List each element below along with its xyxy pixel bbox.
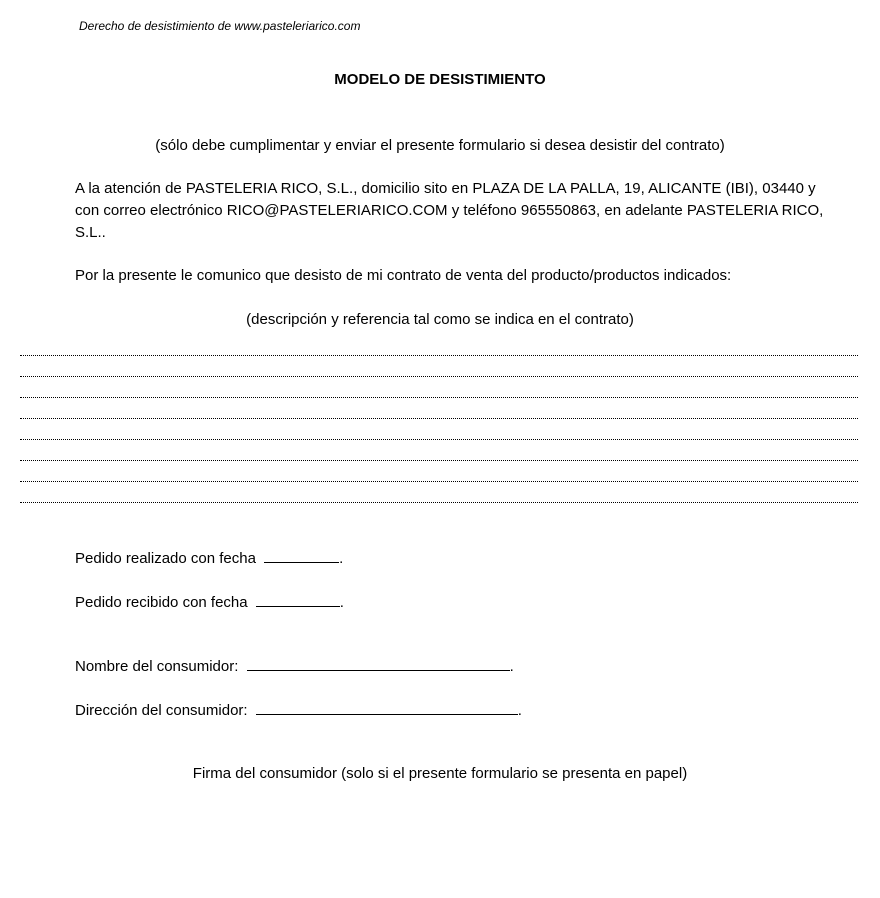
signature-area[interactable]: [75, 800, 805, 880]
product-description-line[interactable]: [20, 398, 858, 419]
consumer-name-terminator: .: [509, 658, 514, 675]
withdrawal-statement: Por la presente le comunico que desisto de mi contrato de venta del producto/productos indicados:: [75, 267, 732, 284]
instructions-text: (sólo debe cumplimentar y enviar el presente formulario si desea desistir del contrato): [155, 137, 725, 154]
consumer-name-label: Nombre del consumidor:: [75, 658, 239, 675]
header-note: Derecho de desistimiento de www.pasteleriarico.com: [79, 19, 361, 33]
recipient-paragraph: A la atención de PASTELERIA RICO, S.L., domicilio sito en PLAZA DE LA PALLA, 19, ALICANTE (IBI), 03440 y con correo electrónico RICO@PASTELERIARICO.COM y teléfono 965550863, en adelante PASTELERIA RICO, S.L..: [75, 180, 824, 241]
order-date-terminator: .: [339, 550, 344, 567]
received-date-terminator: .: [339, 594, 344, 611]
received-date-label: Pedido recibido con fecha: [75, 594, 248, 611]
product-description-line[interactable]: [20, 377, 858, 398]
order-date-field: [75, 548, 343, 567]
consumer-address-field: [75, 700, 522, 719]
description-hint: (descripción y referencia tal como se indica en el contrato): [246, 311, 634, 328]
consumer-name-blank[interactable]: [247, 656, 510, 671]
document-title: MODELO DE DESISTIMIENTO: [334, 71, 546, 88]
product-description-line[interactable]: [20, 356, 858, 377]
consumer-address-blank[interactable]: [256, 700, 518, 715]
consumer-name-field: [75, 656, 514, 675]
order-date-label: Pedido realizado con fecha: [75, 550, 256, 567]
product-description-area[interactable]: [20, 335, 858, 503]
consumer-address-label: Dirección del consumidor:: [75, 702, 248, 719]
received-date-field: [75, 592, 344, 611]
product-description-line[interactable]: [20, 482, 858, 503]
order-date-blank[interactable]: [264, 548, 339, 563]
consumer-address-terminator: .: [517, 702, 522, 719]
product-description-line[interactable]: [20, 440, 858, 461]
received-date-blank[interactable]: [256, 592, 340, 607]
signature-label: Firma del consumidor (solo si el presente formulario se presenta en papel): [192, 765, 688, 782]
product-description-line[interactable]: [20, 461, 858, 482]
product-description-line[interactable]: [20, 419, 858, 440]
product-description-line[interactable]: [20, 335, 858, 356]
